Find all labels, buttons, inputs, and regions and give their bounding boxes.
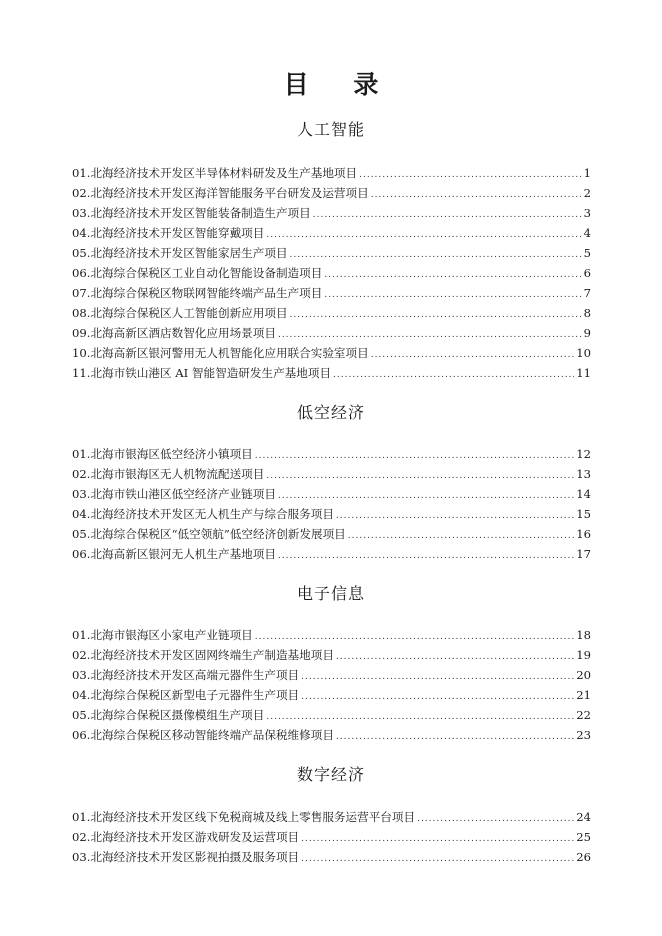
toc-dot-leader xyxy=(266,466,574,486)
toc-page-number: 8 xyxy=(583,306,591,320)
toc-page-number: 6 xyxy=(583,266,591,280)
section-heading-low-altitude: 低空经济 xyxy=(296,403,365,422)
page-title: 目 录 xyxy=(283,70,397,99)
toc-entry[interactable] xyxy=(72,725,591,745)
toc-dot-leader xyxy=(371,185,581,205)
toc-dot-leader xyxy=(301,849,574,869)
toc-entry-title: 01.北海经济技术开发区线下免税商城及线上零售服务运营平台项目 xyxy=(72,810,416,824)
toc-page-number: 12 xyxy=(576,447,591,461)
toc-page-number: 11 xyxy=(576,366,591,380)
toc-list-electronics xyxy=(72,625,591,745)
toc-page-number: 2 xyxy=(583,186,591,200)
toc-entry-title: 01.北海经济技术开发区半导体材料研发及生产基地项目 xyxy=(72,166,358,180)
toc-dot-leader xyxy=(290,245,581,265)
toc-entry[interactable] xyxy=(72,504,591,524)
toc-page-number: 16 xyxy=(576,527,591,541)
toc-page-number: 9 xyxy=(583,326,591,340)
toc-entry-title: 01.北海市银海区低空经济小镇项目 xyxy=(72,447,253,461)
toc-dot-leader xyxy=(255,627,574,647)
toc-entry-title: 07.北海综合保税区物联网智能终端产品生产项目 xyxy=(72,286,323,300)
toc-entry-title: 02.北海经济技术开发区固网终端生产制造基地项目 xyxy=(72,648,334,662)
toc-dot-leader xyxy=(278,546,574,566)
toc-entry-title: 01.北海市银海区小家电产业链项目 xyxy=(72,628,253,642)
toc-entry-title: 05.北海综合保税区“低空领航”低空经济创新发展项目 xyxy=(72,527,346,541)
toc-page-number: 4 xyxy=(583,226,591,240)
toc-entry-title: 08.北海综合保税区人工智能创新应用项目 xyxy=(72,306,288,320)
toc-entry-title: 04.北海经济技术开发区无人机生产与综合服务项目 xyxy=(72,507,334,521)
section-heading-ai: 人工智能 xyxy=(296,120,365,139)
toc-entry[interactable] xyxy=(72,243,591,263)
toc-page-number: 25 xyxy=(576,830,591,844)
section-heading-electronics: 电子信息 xyxy=(296,584,365,603)
toc-entry-title: 06.北海高新区银河无人机生产基地项目 xyxy=(72,547,276,561)
toc-dot-leader xyxy=(266,225,581,245)
toc-entry[interactable] xyxy=(72,323,591,343)
toc-dot-leader xyxy=(301,687,574,707)
toc-dot-leader xyxy=(301,667,574,687)
toc-page-number: 3 xyxy=(583,206,591,220)
toc-entry[interactable] xyxy=(72,223,591,243)
toc-dot-leader xyxy=(324,285,581,305)
toc-entry[interactable] xyxy=(72,685,591,705)
toc-dot-leader xyxy=(290,305,581,325)
toc-page-number: 1 xyxy=(583,166,591,180)
toc-list-low-altitude xyxy=(72,444,591,564)
toc-page-number: 5 xyxy=(583,246,591,260)
toc-entry[interactable] xyxy=(72,464,591,484)
toc-dot-leader xyxy=(371,345,575,365)
toc-dot-leader xyxy=(336,727,574,747)
toc-entry[interactable] xyxy=(72,705,591,725)
toc-dot-leader xyxy=(278,325,581,345)
toc-entry[interactable] xyxy=(72,665,591,685)
toc-entry-title: 06.北海综合保税区移动智能终端产品保税维修项目 xyxy=(72,728,334,742)
toc-entry-title: 03.北海经济技术开发区智能装备制造生产项目 xyxy=(72,206,311,220)
toc-entry[interactable] xyxy=(72,807,591,827)
toc-entry-title: 04.北海经济技术开发区智能穿戴项目 xyxy=(72,226,265,240)
toc-entry-title: 02.北海市银海区无人机物流配送项目 xyxy=(72,467,265,481)
toc-list-digital-economy xyxy=(72,807,591,867)
toc-dot-leader xyxy=(313,205,581,225)
toc-page-number: 23 xyxy=(576,728,591,742)
toc-entry-title: 02.北海经济技术开发区游戏研发及运营项目 xyxy=(72,830,300,844)
toc-entry-title: 03.北海经济技术开发区高端元器件生产项目 xyxy=(72,668,300,682)
toc-entry[interactable] xyxy=(72,163,591,183)
toc-dot-leader xyxy=(278,486,574,506)
toc-page-number: 10 xyxy=(576,346,591,360)
toc-page-number: 19 xyxy=(576,648,591,662)
toc-page-number: 20 xyxy=(576,668,591,682)
toc-entry[interactable] xyxy=(72,827,591,847)
toc-page-number: 24 xyxy=(576,810,591,824)
toc-entry-title: 09.北海高新区酒店数智化应用场景项目 xyxy=(72,326,276,340)
toc-page-number: 22 xyxy=(576,708,591,722)
toc-dot-leader xyxy=(301,829,574,849)
toc-entry[interactable] xyxy=(72,847,591,867)
toc-dot-leader xyxy=(333,365,574,385)
toc-entry[interactable] xyxy=(72,343,591,363)
toc-dot-leader xyxy=(348,526,574,546)
toc-list-ai xyxy=(72,163,591,383)
toc-entry[interactable] xyxy=(72,263,591,283)
toc-page-number: 18 xyxy=(576,628,591,642)
toc-page-number: 21 xyxy=(576,688,591,702)
toc-entry[interactable] xyxy=(72,363,591,383)
toc-dot-leader xyxy=(417,809,574,829)
toc-entry-title: 04.北海综合保税区新型电子元器件生产项目 xyxy=(72,688,300,702)
toc-entry[interactable] xyxy=(72,645,591,665)
toc-dot-leader xyxy=(359,165,581,185)
toc-entry-title: 02.北海经济技术开发区海洋智能服务平台研发及运营项目 xyxy=(72,186,369,200)
toc-page-number: 7 xyxy=(583,286,591,300)
toc-entry[interactable] xyxy=(72,544,591,564)
toc-page-number: 17 xyxy=(576,547,591,561)
toc-entry-title: 06.北海综合保税区工业自动化智能设备制造项目 xyxy=(72,266,323,280)
toc-dot-leader xyxy=(266,707,574,727)
toc-entry-title: 11.北海市铁山港区 AI 智能智造研发生产基地项目 xyxy=(72,366,332,380)
toc-entry[interactable] xyxy=(72,524,591,544)
toc-entry-title: 10.北海高新区银河警用无人机智能化应用联合实验室项目 xyxy=(72,346,369,360)
toc-entry[interactable] xyxy=(72,444,591,464)
section-heading-digital-economy: 数字经济 xyxy=(296,765,365,784)
toc-dot-leader xyxy=(336,506,574,526)
toc-entry[interactable] xyxy=(72,625,591,645)
toc-entry-title: 03.北海经济技术开发区影视拍摄及服务项目 xyxy=(72,850,300,864)
toc-page-number: 14 xyxy=(576,487,591,501)
toc-entry[interactable] xyxy=(72,484,591,504)
toc-dot-leader xyxy=(336,647,574,667)
toc-page-number: 13 xyxy=(576,467,591,481)
toc-page-number: 26 xyxy=(576,850,591,864)
toc-entry[interactable] xyxy=(72,283,591,303)
toc-page-number: 15 xyxy=(576,507,591,521)
toc-entry-title: 03.北海市铁山港区低空经济产业链项目 xyxy=(72,487,276,501)
toc-entry[interactable] xyxy=(72,203,591,223)
toc-entry-title: 05.北海综合保税区摄像模组生产项目 xyxy=(72,708,265,722)
toc-entry-title: 05.北海经济技术开发区智能家居生产项目 xyxy=(72,246,288,260)
toc-entry[interactable] xyxy=(72,183,591,203)
toc-entry[interactable] xyxy=(72,303,591,323)
toc-dot-leader xyxy=(324,265,581,285)
toc-dot-leader xyxy=(255,446,574,466)
